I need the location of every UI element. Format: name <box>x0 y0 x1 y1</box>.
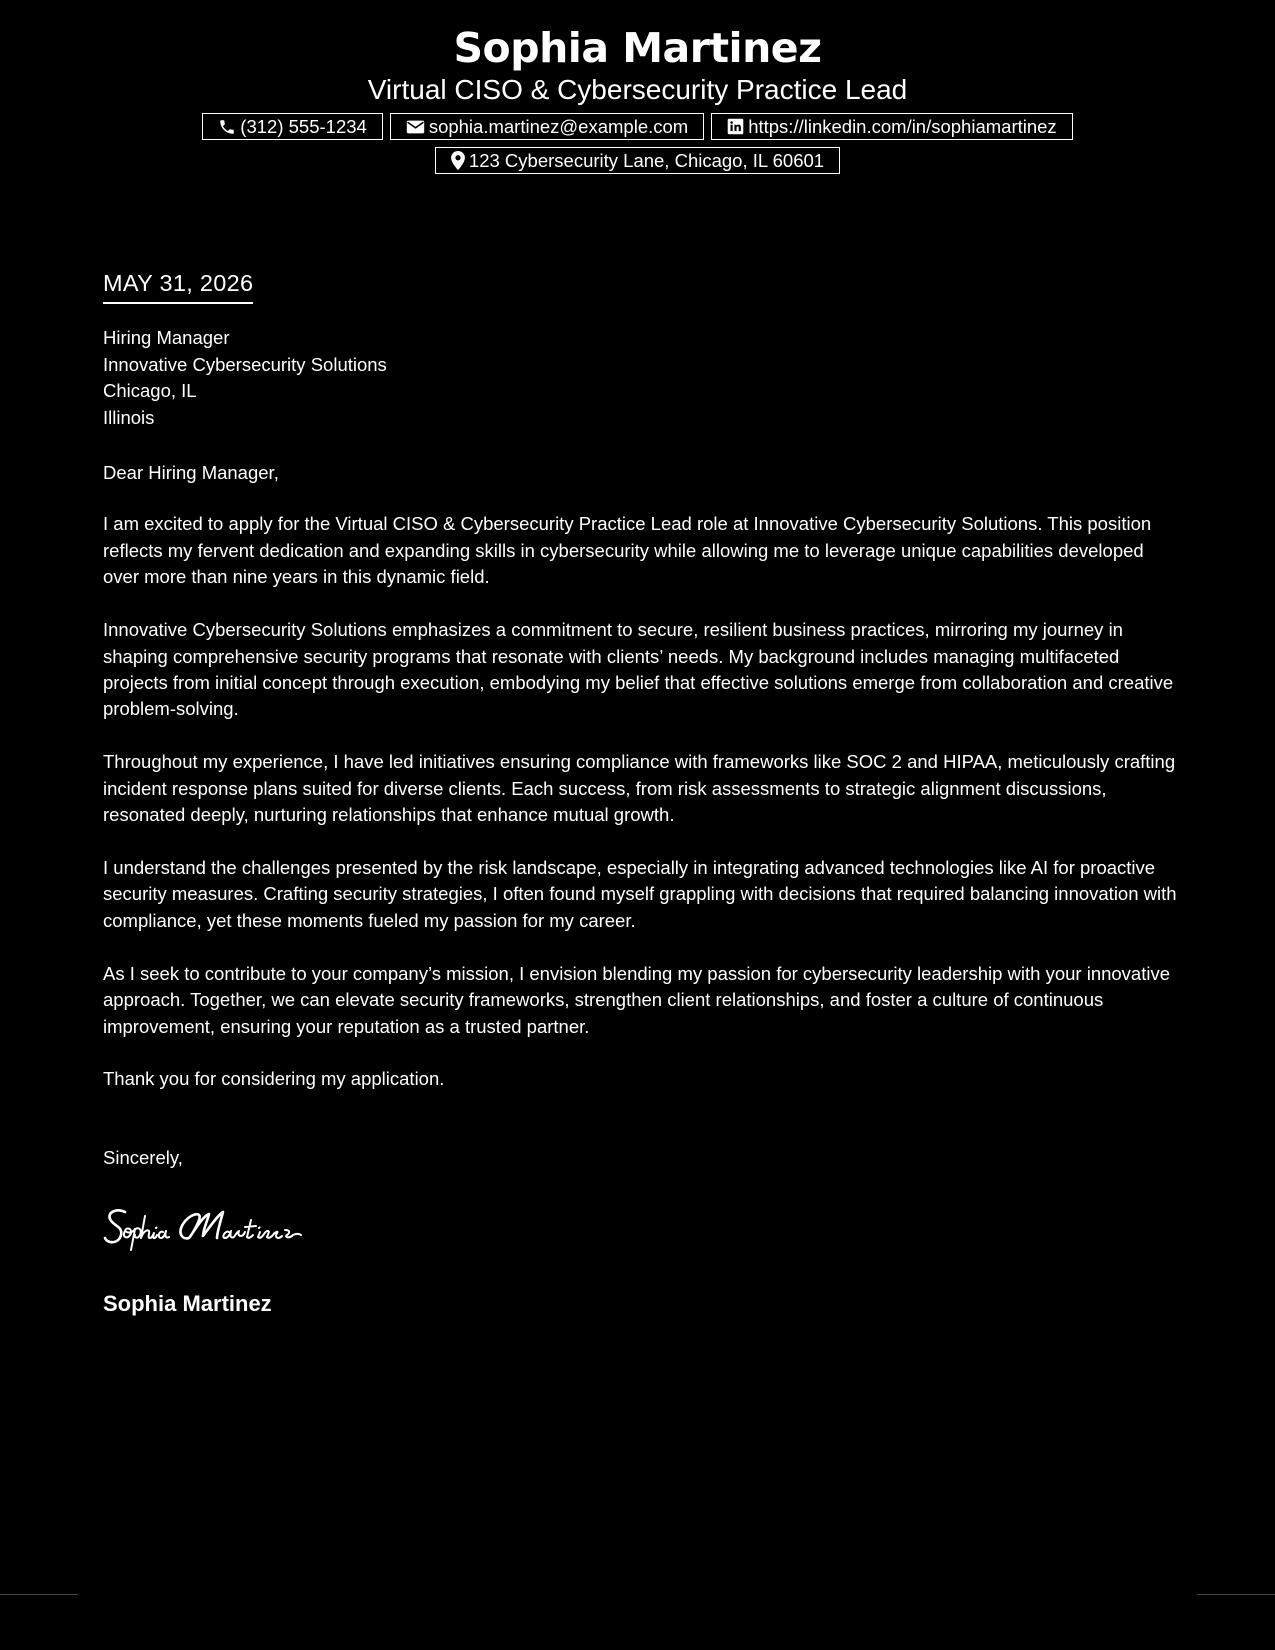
salutation: Dear Hiring Manager, <box>103 462 279 483</box>
address-chip[interactable] <box>435 147 840 174</box>
contact-row <box>0 113 1275 140</box>
candidate-name: Sophia Martinez <box>453 24 822 72</box>
recipient-block <box>103 325 387 431</box>
body-paragraph: Throughout my experience, I have led initiatives ensuring compliance with frameworks like SOC 2 and HIPAA, meticulously crafting incident response plans suited for diverse clients. Each success, from risk assessments to strategic alignment discussions, resonated deeply, nurturing relationships that enhance mutual growth. <box>103 751 1176 826</box>
footer-divider-left <box>0 1594 78 1595</box>
phone-icon <box>218 118 236 136</box>
envelope-icon <box>406 119 425 135</box>
signer-name: Sophia Martinez <box>103 1291 272 1316</box>
body-paragraph: As I seek to contribute to your company’s mission, I envision blending my passion for cybersecurity leadership with your innovative approach. Together, we can elevate security frameworks, strengthen client relationships, and foster a culture of continuous improvement, ensuring your reputation as a trusted partner. <box>103 962 1171 1037</box>
email-text: sophia.martinez@example.com <box>428 116 689 137</box>
closing: Sincerely, <box>103 1147 183 1168</box>
candidate-title: Virtual CISO & Cybersecurity Practice Lead <box>367 74 908 105</box>
footer-divider-right <box>1197 1594 1275 1595</box>
letter-header <box>0 22 1275 174</box>
body-paragraph: I am excited to apply for the Virtual CISO & Cybersecurity Practice Lead role at Innovative Cybersecurity Solutions. This position reflects my fervent dedication and expanding skills in cybersecurity while allowing me to leverage unique capabilities developed over more than nine years in this dynamic field. <box>103 513 1152 588</box>
recipient-line: Illinois <box>103 406 155 428</box>
linkedin-chip[interactable] <box>711 113 1072 140</box>
address-row <box>0 147 1275 174</box>
body-paragraph: I understand the challenges presented by the risk landscape, especially in integrating advanced technologies like AI for proactive security measures. Crafting security strategies, I often found myself grappling with decisions that required balancing innovation with compliance, yet these moments fueled my passion for my career. <box>103 856 1177 931</box>
handwritten-signature <box>103 1204 365 1252</box>
recipient-line: Innovative Cybersecurity Solutions <box>103 353 387 375</box>
body-paragraph: Thank you for considering my application. <box>103 1068 445 1090</box>
recipient-line: Hiring Manager <box>103 327 230 348</box>
email-chip[interactable] <box>390 113 704 140</box>
recipient-line: Chicago, IL <box>103 380 197 401</box>
letter-body <box>103 460 1183 1119</box>
linkedin-icon <box>727 118 744 135</box>
letter-date: MAY 31, 2026 <box>103 268 253 304</box>
body-paragraph: Innovative Cybersecurity Solutions emphasizes a commitment to secure, resilient business practices, mirroring my journey in shaping comprehensive security programs that resonate with clients’ needs. My background includes managing multifaceted projects from initial concept through execution, embodying my belief that effective solutions emerge from collaboration and creative problem-solving. <box>103 619 1174 720</box>
phone-chip[interactable] <box>202 113 383 140</box>
address-text: 123 Cybersecurity Lane, Chicago, IL 60601 <box>468 150 825 171</box>
linkedin-text: https://linkedin.com/in/sophiamartinez <box>748 116 1057 137</box>
map-pin-icon <box>451 151 465 170</box>
phone-text: (312) 555-1234 <box>240 116 367 137</box>
